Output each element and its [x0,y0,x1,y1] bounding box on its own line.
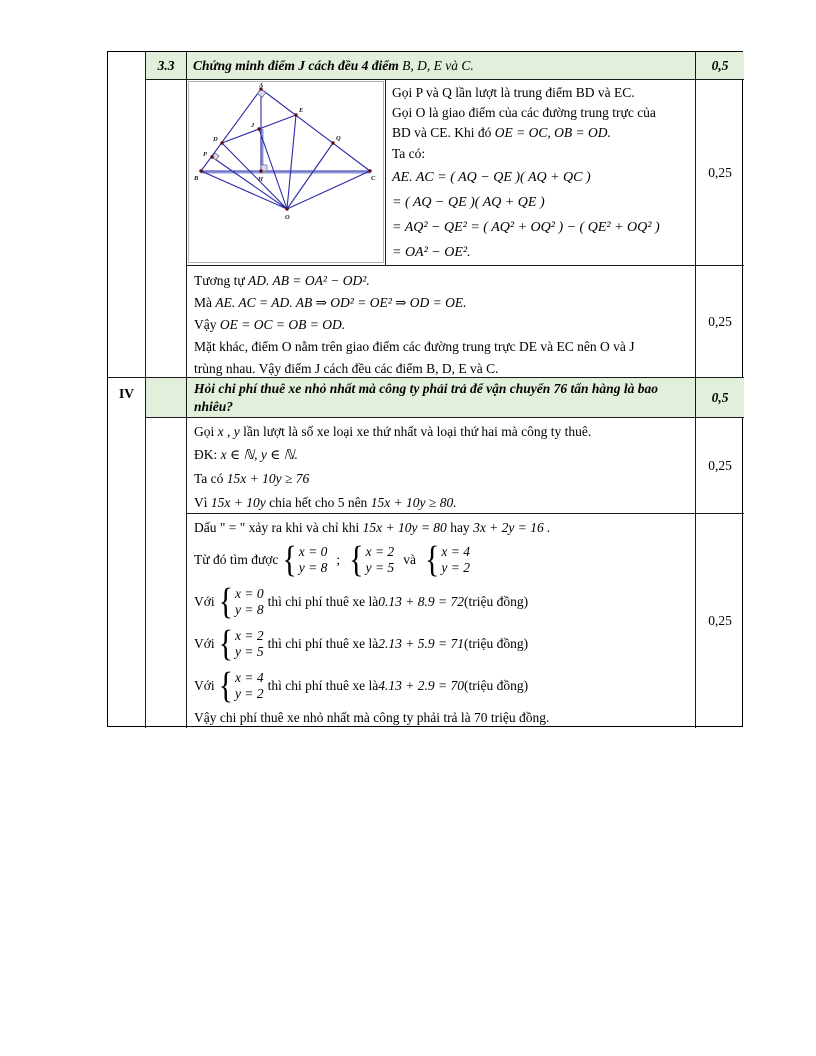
solution-line: Tương tự AD. AB = OA² − OD². [194,273,370,288]
equation-system: { x = 4 y = 2 [424,538,470,580]
point-label-D: D [213,136,218,143]
geometry-figure-cell [187,80,386,266]
brace-glyph: { [218,664,234,706]
question-3-3-title-points: B, D, E và C. [402,57,474,73]
brace-glyph: { [218,622,234,664]
point-label-E: E [299,107,304,114]
col1-empty-cell [108,52,146,378]
solution-line: BD và CE. Khi đó OE = OC, OB = OD. [392,125,611,140]
geometry-figure-frame [188,81,384,263]
question-number-3-3: 3.3 [146,52,187,80]
score-cell: 0,25 [696,418,744,514]
solution-3-3-part2 [187,266,696,378]
question-IV-title: Hỏi chi phí thuê xe nhỏ nhất mà công ty phải trả để vận chuyển 76 tấn hàng là bao nhiêu? [187,378,696,418]
solution-case-line: Với { x = 4 y = 2 thì chi phí thuê xe là 4.13 + 2.9 = 70 (triệu đồng) [194,664,529,706]
score-cell: 0,25 [708,613,732,628]
figure-segments [201,89,370,209]
solution-3-3-part1 [386,80,696,266]
equation-system: { x = 0 y = 8 [282,538,328,580]
solution-conclusion-line: Vậy chi phí thuê xe nhỏ nhất mà công ty phải trả là 70 triệu đồng. [194,710,550,725]
figure-point-labels [193,82,376,221]
solution-line: Mặt khác, điểm O nằm trên giao điểm các đường trung trực DE và EC nên O và J [194,339,635,354]
col2-empty-cell [146,80,187,378]
col2-empty-cell [146,418,187,728]
brace-glyph: { [218,580,234,622]
point-label-J: J [251,122,255,129]
geometry-figure [189,82,386,242]
equation-system: { x = 4 y = 2 [218,664,264,706]
col2-green-cell [146,378,187,418]
solution-IV-part1 [187,418,696,514]
solution-line: Vì 15x + 10y chia hết cho 5 nên 15x + 10y ≥ 80. [194,495,457,510]
solution-line: ĐK: x ∈ ℕ, y ∈ ℕ. [194,447,298,462]
equation-line: = AQ² − QE² = ( AQ² + OQ² ) − ( QE² + OQ² ) [392,220,660,235]
solution-line: Ta có 15x + 10y ≥ 76 [194,471,310,486]
question-3-3-title-main: Chứng minh điểm J cách đều 4 điểm [193,57,399,73]
solution-case-line: Với { x = 0 y = 8 thì chi phí thuê xe là 0.13 + 8.9 = 72 (triệu đồng) [194,580,529,622]
point-label-B: B [194,175,199,182]
equation-line: = ( AQ − QE )( AQ + QE ) [392,195,545,210]
score-3-3: 0,5 [696,52,744,80]
brace-glyph: { [424,538,440,580]
point-label-H: H [258,176,264,183]
solution-line: Mà AE. AC = AD. AB ⇒ OD² = OE² ⇒ OD = OE. [194,295,467,310]
point-label-Q: Q [336,135,341,142]
solution-line: Dấu " = " xảy ra khi và chỉ khi 15x + 10y = 80 hay 3x + 2y = 16 . [194,520,551,535]
score-IV: 0,5 [696,378,744,418]
point-label-P: P [203,151,207,158]
solution-line: Ta có: [392,146,426,161]
solution-line: Vậy OE = OC = OB = OD. [194,317,346,332]
solution-IV-part2 [187,514,696,728]
figure-points [199,87,371,210]
point-label-O: O [285,214,290,221]
equation-system: { x = 2 y = 5 [218,622,264,664]
answer-table [107,51,743,727]
equation-system: { x = 2 y = 5 [349,538,395,580]
brace-glyph: { [349,538,364,580]
equation-line: = OA² − OE². [392,245,471,260]
score-cell: 0,25 [696,80,744,266]
score-cell: 0,25 [696,266,744,378]
equation-line: AE. AC = ( AQ − QE )( AQ + QC ) [392,170,591,185]
solution-case-line: Với { x = 2 y = 5 thì chi phí thuê xe là 2.13 + 5.9 = 71 (triệu đồng) [194,622,529,664]
question-number-IV: IV [108,378,146,728]
solution-line: trùng nhau. Vậy điểm J cách đều các điểm B, D, E và C. [194,361,499,376]
point-label-A: A [259,82,264,89]
point-label-C: C [371,175,376,182]
solution-line: Gọi P và Q lần lượt là trung điểm BD và EC. [392,85,635,100]
solution-line: Gọi O là giao điểm của các đường trung trực của [392,105,656,120]
brace-glyph: { [282,538,297,580]
question-3-3-title [187,52,696,80]
equation-system: { x = 0 y = 8 [218,580,264,622]
solution-systems-line: Từ đó tìm được { x = 0 y = 8 ; { x = 2 y = 5 và { x = 4 y = 2 [194,538,470,580]
solution-line: Gọi x , y lần lượt là số xe loại xe thứ nhất và loại thứ hai mà công ty thuê. [194,424,592,439]
